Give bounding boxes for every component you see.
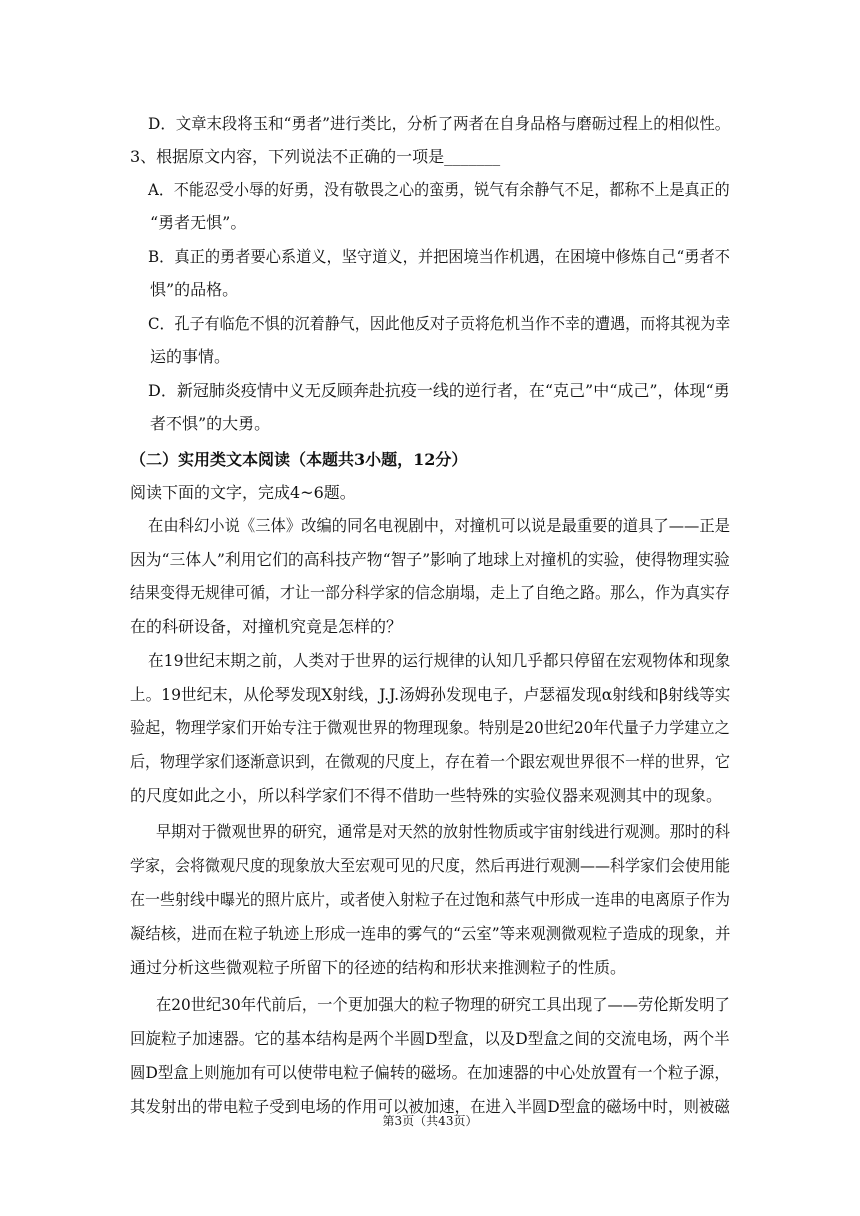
paragraph-3-line1: 早期对于微观世界的研究，通常是对天然的放射性物质或宇宙射线进行观测。那时的科 [156,822,731,841]
q3-option-b-line1: B．真正的勇者要心系道义，坚守道义，并把困境当作机遇，在困境中修炼自己“勇者不 [148,247,730,266]
option-d-q2: D．文章末段将玉和“勇者”进行类比，分析了两者在自身品格与磨砺过程上的相似性。 [148,114,731,133]
question-3: 3、根据原文内容，下列说法不正确的一项是_______ [130,147,501,166]
q3-option-b-line2: 惧”的品格。 [150,280,239,299]
paragraph-2-line4: 后，物理学家们逐渐意识到，在微观的尺度上，存在着一个跟宏观世界很不一样的世界，它 [130,752,731,771]
paragraph-4-line4: 其发射出的带电粒子受到电场的作用可以被加速，在进入半圆D型盒的磁场中时，则被磁 [130,1097,730,1116]
paragraph-3-line3: 在一些射线中曝光的照片底片，或者使入射粒子在过饱和蒸气中形成一连串的电离原子作为 [130,890,731,909]
paragraph-1-line2: 因为“三体人”利用它们的高科技产物“智子”影响了地球上对撞机的实验，使得物理实验 [130,550,730,569]
q3-option-c-line2: 运的事情。 [150,347,231,366]
paragraph-2-line2: 上。19世纪末，从伦琴发现X射线，J.J.汤姆孙发现电子，卢瑟福发现α射线和β射线等实 [130,685,731,704]
paragraph-1-line3: 结果变得无规律可循，才让一部分科学家的信念崩塌，走上了自绝之路。那么，作为真实存 [130,583,731,602]
q3-option-a-line2: “勇者无惧”。 [150,213,247,232]
paragraph-3-line5: 通过分析这些微观粒子所留下的径迹的结构和形状来推测粒子的性质。 [130,958,627,977]
q3-option-d-line2: 者不惧”的大勇。 [150,414,271,433]
page-number-footer: 第3页（共43页） [382,1114,478,1128]
paragraph-2-line3: 验起，物理学家们开始专注于微观世界的物理现象。特别是20世纪20年代量子力学建立之 [130,718,730,737]
q3-option-c-line1: C．孔子有临危不惧的沉着静气，因此他反对子贡将危机当作不幸的遭遇，而将其视为幸 [148,314,731,333]
paragraph-4-line2: 回旋粒子加速器。它的基本结构是两个半圆D型盒，以及D型盒之间的交流电场，两个半 [130,1029,730,1048]
paragraph-2-line5: 的尺度如此之小，所以科学家们不得不借助一些特殊的实验仪器来观测其中的现象。 [130,786,723,805]
q3-option-d-line1: D．新冠肺炎疫情中义无反顾奔赴抗疫一线的逆行者，在“克己”中“成己”，体现“勇 [148,381,730,400]
paragraph-3-line4: 凝结核，进而在粒子轨迹上形成一连串的雾气的“云室”等来观测微观粒子造成的现象，并 [130,924,731,943]
section-heading: （二）实用类文本阅读（本题共3小题，12分） [130,450,468,469]
paragraph-1-line1: 在由科幻小说《三体》改编的同名电视剧中，对撞机可以说是最重要的道具了——正是 [148,516,731,535]
paragraph-3-line2: 学家，会将微观尺度的现象放大至宏观可见的尺度，然后再进行观测——科学家们会使用能 [130,856,731,875]
paragraph-2-line1: 在19世纪末期之前，人类对于世界的运行规律的认知几乎都只停留在宏观物体和现象 [148,651,731,670]
q3-option-a-line1: A．不能忍受小辱的好勇，没有敬畏之心的蛮勇，锐气有余静气不足，都称不上是真正的 [148,180,730,199]
reading-instruction: 阅读下面的文字，完成4~6题。 [130,483,356,502]
paragraph-4-line1: 在20世纪30年代前后，一个更加强大的粒子物理的研究工具出现了——劳伦斯发明了 [156,995,730,1014]
paragraph-1-line4: 在的科研设备，对撞机究竟是怎样的？ [130,617,403,636]
paragraph-4-line3: 圆D型盒上则施加有可以使带电粒子偏转的磁场。在加速器的中心处放置有一个粒子源， [130,1063,730,1082]
